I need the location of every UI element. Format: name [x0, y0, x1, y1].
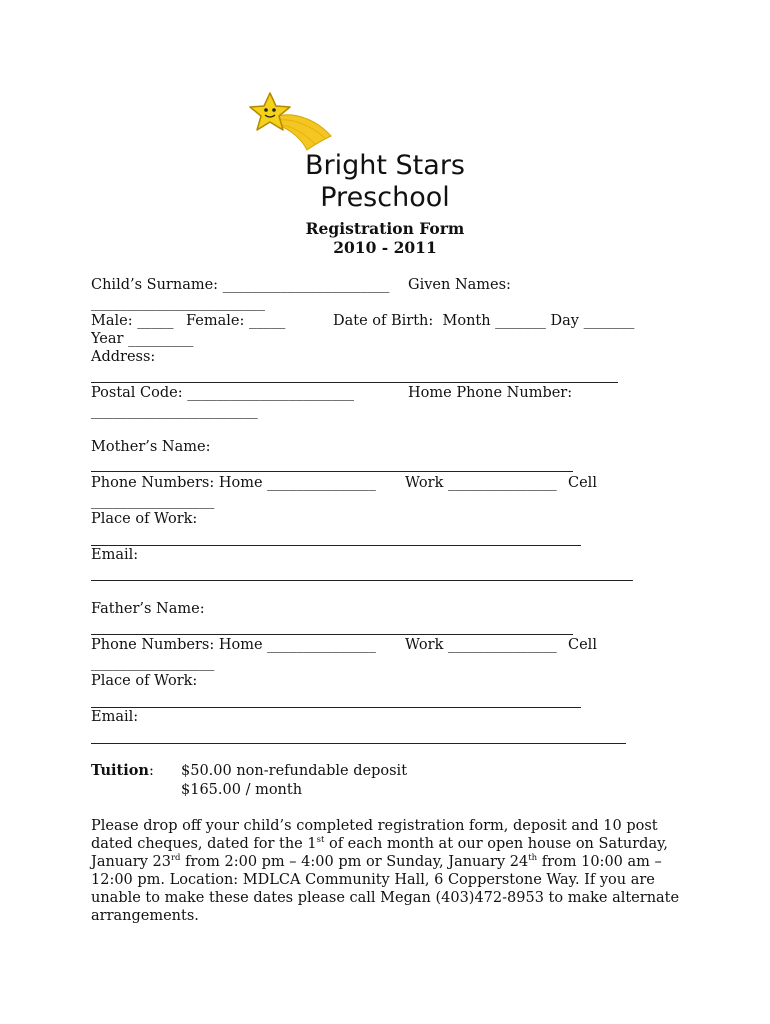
tuition-deposit: $50.00 non-refundable deposit	[181, 763, 408, 779]
year-field[interactable]: Year _________	[91, 331, 194, 347]
shooting-star-icon	[245, 88, 335, 154]
father-name-label: Father’s Name:	[91, 601, 205, 617]
mother-email-label: Email:	[91, 547, 139, 563]
mother-work-phone-field[interactable]: Work _______________	[405, 475, 557, 491]
tuition-monthly: $165.00 / month	[181, 782, 303, 798]
father-place-of-work-line[interactable]	[91, 707, 581, 708]
home-phone-field[interactable]: _______________________	[91, 403, 258, 419]
mother-name-label: Mother’s Name:	[91, 439, 211, 455]
male-field[interactable]: Male: _____	[91, 313, 174, 329]
father-name-line[interactable]	[91, 634, 573, 635]
date-of-birth-field[interactable]: Date of Birth: Month _______ Day _______	[333, 313, 635, 329]
father-email-label: Email:	[91, 709, 139, 725]
instructions-paragraph: Please drop off your child’s completed registration form, deposit and 10 post dated cheques, dated for the 1st of each month at our open house on Saturday, January 23rd from 2:00 pm – 4:00 pm or Sunday, January 24th from 10:00 am – 12:00 pm. Location: MDLCA Community Hall, 6 Copperstone Way. If you are unable to make these dates please call Megan (403)472-8953 to make alternate arrangements.	[91, 818, 680, 924]
father-work-phone-field[interactable]: Work _______________	[405, 637, 557, 653]
father-home-phone-field[interactable]: Phone Numbers: Home _______________	[91, 637, 376, 653]
mother-home-phone-field[interactable]: Phone Numbers: Home _______________	[91, 475, 376, 491]
child-surname-field[interactable]: Child’s Surname: _______________________	[91, 277, 390, 293]
address-label: Address:	[91, 349, 156, 365]
postal-code-field[interactable]: Postal Code: _______________________	[91, 385, 354, 401]
given-names-label: Given Names:	[408, 277, 511, 293]
mother-place-of-work-line[interactable]	[91, 545, 581, 546]
father-cell-label: Cell	[568, 637, 597, 653]
female-field[interactable]: Female: _____	[186, 313, 286, 329]
tuition-label: Tuition:	[91, 762, 154, 779]
mother-place-of-work-label: Place of Work:	[91, 511, 198, 527]
form-title: Registration Form	[305, 219, 465, 238]
school-year: 2010 - 2011	[333, 238, 437, 257]
father-email-line[interactable]	[91, 743, 626, 744]
address-line[interactable]	[91, 382, 618, 383]
home-phone-label: Home Phone Number:	[408, 385, 573, 401]
mother-name-line[interactable]	[91, 471, 573, 472]
father-place-of-work-label: Place of Work:	[91, 673, 198, 689]
father-cell-field[interactable]: _________________	[91, 655, 215, 671]
mother-cell-field[interactable]: _________________	[91, 493, 215, 509]
mother-cell-label: Cell	[568, 475, 597, 491]
given-names-field[interactable]: ________________________	[91, 295, 265, 311]
mother-email-line[interactable]	[91, 580, 633, 581]
page-title: Bright Stars Preschool	[305, 150, 465, 213]
